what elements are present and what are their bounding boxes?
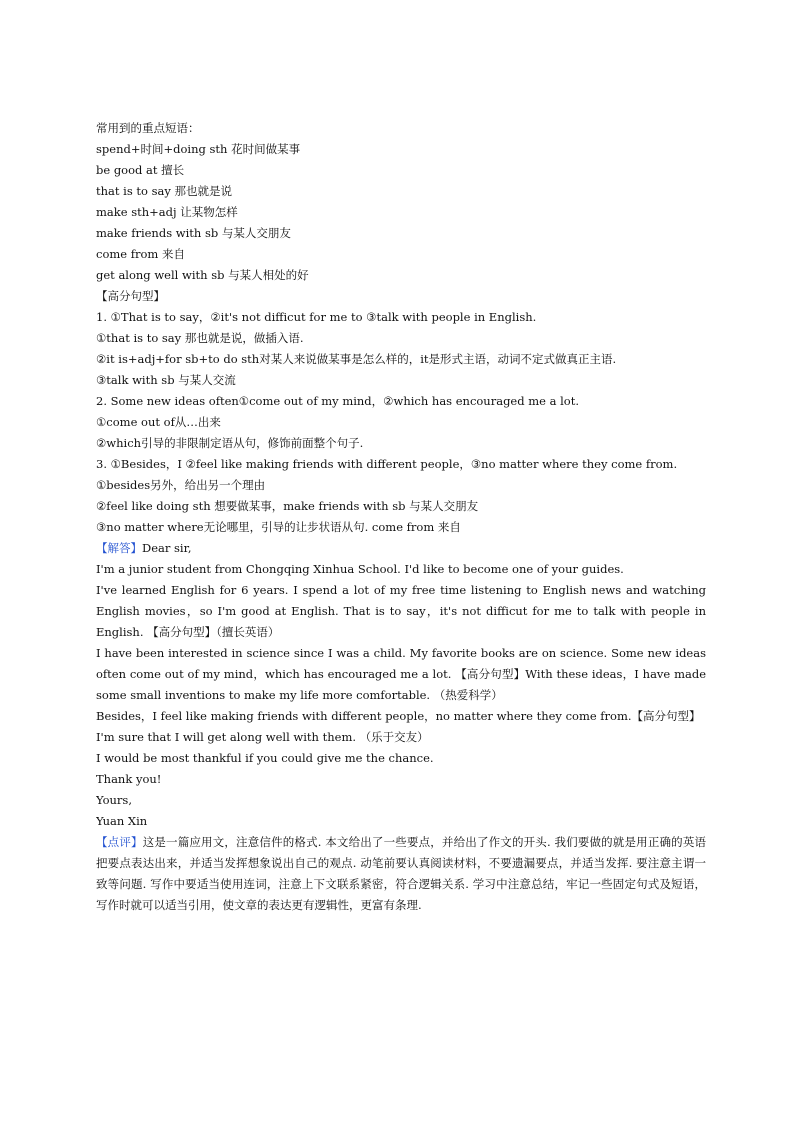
letter-paragraph: Besides，I feel like making friends with different people，no matter where they come from.【高分句型】 — [96, 709, 701, 723]
sentence-line: ③no matter where无论哪里，引导的让步状语从句. come from 来自 — [96, 520, 461, 534]
phrase-item: get along well with sb 与某人相处的好 — [96, 268, 309, 282]
sentence-line: 3. ①Besides，I ②feel like making friends with different people，③no matter where they come from. — [96, 457, 678, 471]
sentence-line: ②feel like doing sth 想要做某事，make friends with sb 与某人交朋友 — [96, 499, 479, 513]
comment-paragraph — [96, 832, 706, 916]
answer-salutation-line — [96, 538, 706, 559]
sentence-line: ③talk with sb 与某人交流 — [96, 373, 236, 387]
sentence-line: ①come out of从…出来 — [96, 415, 221, 429]
letter-paragraph: I have been interested in science since I was a child. My favorite books are on science. Some new ideas often come out of my mind，which has encouraged me a lot. 【高分句型】With these ideas，I have made some small inventions to make my life more comfortable. （热爱科学） — [96, 646, 706, 702]
phrase-item: come from 来自 — [96, 247, 185, 261]
sentence-line: ①that is to say 那也就是说，做插入语. — [96, 331, 304, 345]
sentences-heading: 【高分句型】 — [96, 289, 165, 303]
phrase-item: make sth+adj 让某物怎样 — [96, 205, 238, 219]
salutation: Dear sir, — [142, 541, 192, 555]
letter-paragraph: I'm sure that I will get along well with them. （乐于交友） — [96, 730, 429, 744]
letter-paragraph: I've learned English for 6 years. I spend a lot of my free time listening to English news and watching English movies，so I'm good at English. That is to say，it's not difficut for me to talk with people in English. 【高分句型】（擅长英语） — [96, 583, 706, 639]
sentence-line: ①besides另外，给出另一个理由 — [96, 478, 266, 492]
sentence-line: ②which引导的非限制定语从句，修饰前面整个句子. — [96, 436, 364, 450]
comment-text: 这是一篇应用文，注意信件的格式. 本文给出了一些要点，并给出了作文的开头. 我们要做的就是用正确的英语把要点表达出来，并适当发挥想象说出自己的观点. 动笔前要认真阅读材料，不要遗漏要点，并适当发挥. 要注意主谓一致等问题. 写作中要适当使用连词，注意上下文联系紧密，符合逻辑关系. 学习中注意总结，牢记一些固定句式及短语，写作时就可以适当引用，使文章的表达更有逻辑性，更富有条理. — [96, 835, 706, 912]
phrase-item: make friends with sb 与某人交朋友 — [96, 226, 291, 240]
phrase-item: spend+时间+doing sth 花时间做某事 — [96, 142, 301, 156]
letter-closing: Yours, — [96, 793, 132, 807]
comment-tag: 【点评】 — [96, 835, 143, 849]
letter-thanks: Thank you! — [96, 772, 162, 786]
sentence-line: ②it is+adj+for sb+to do sth对某人来说做某事是怎么样的，it是形式主语，动词不定式做真正主语. — [96, 352, 617, 366]
sentence-line: 2. Some new ideas often①come out of my mind，②which has encouraged me a lot. — [96, 394, 580, 408]
letter-paragraph: I'm a junior student from Chongqing Xinhua School. I'd like to become one of your guides. — [96, 562, 624, 576]
phrase-item: that is to say 那也就是说 — [96, 184, 233, 198]
answer-tag: 【解答】 — [96, 541, 142, 555]
phrase-item: be good at 擅长 — [96, 163, 185, 177]
letter-paragraph: I would be most thankful if you could give me the chance. — [96, 751, 434, 765]
document-page — [96, 118, 706, 916]
sentence-line: 1. ①That is to say，②it's not difficut for me to ③talk with people in English. — [96, 310, 537, 324]
phrases-heading: 常用到的重点短语： — [96, 121, 200, 135]
letter-signature: Yuan Xin — [96, 814, 148, 828]
